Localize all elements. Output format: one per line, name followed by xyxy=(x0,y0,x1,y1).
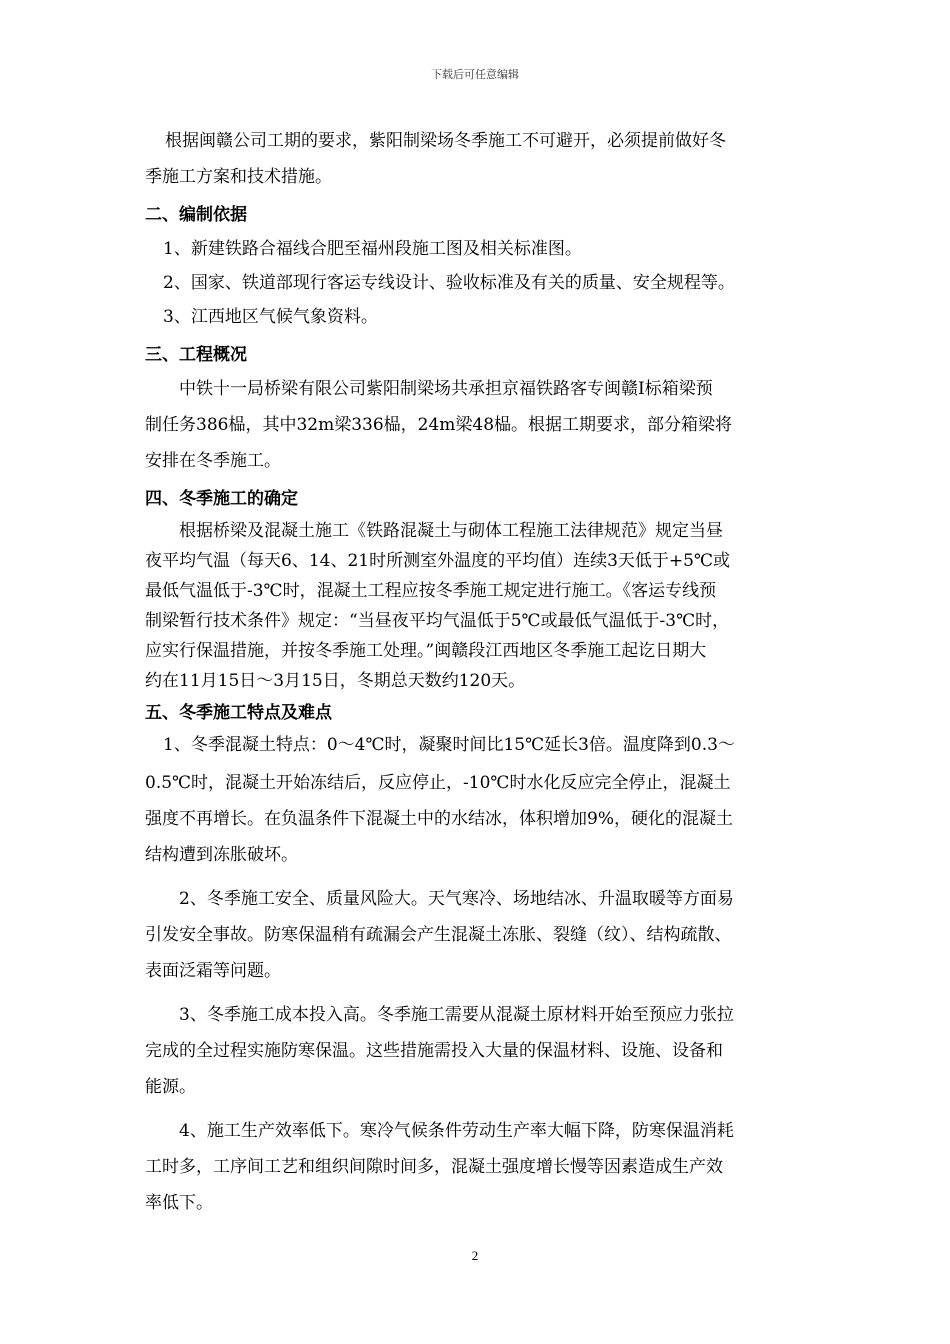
paragraph-line: 2、冬季施工安全、质量风险大。天气寒冷、场地结冰、升温取暖等方面易 xyxy=(179,889,734,909)
section-heading: 二、编制依据 xyxy=(145,205,247,225)
section-heading: 三、工程概况 xyxy=(145,345,247,365)
paragraph-line: 约在11月15日～3月15日，冬期总天数约120天。 xyxy=(145,671,526,691)
page-number: 2 xyxy=(471,1248,479,1263)
paragraph-line: 夜平均气温（每天6、14、21时所测室外温度的平均值）连续3天低于+5℃或 xyxy=(145,551,730,571)
page-header: 下载后可任意编辑 xyxy=(431,68,519,81)
list-item: 1、冬季混凝土特点：0～4℃时，凝聚时间比15℃延长3倍。温度降到0.3～ xyxy=(163,735,735,755)
paragraph-line: 表面泛霜等问题。 xyxy=(145,961,281,981)
section-heading: 五、冬季施工特点及难点 xyxy=(145,703,332,723)
paragraph-line: 0.5℃时，混凝土开始冻结后，反应停止，-10℃时水化反应完全停止，混凝土 xyxy=(145,773,731,793)
paragraph-line: 最低气温低于-3℃时，混凝土工程应按冬季施工规定进行施工。《客运专线预 xyxy=(145,581,717,601)
paragraph-line: 制任务386榀，其中32m梁336榀，24m梁48榀。根据工期要求，部分箱梁将 xyxy=(145,415,733,435)
paragraph-line: 完成的全过程实施防寒保温。这些措施需投入大量的保温材料、设施、设备和 xyxy=(145,1041,723,1061)
list-item: 1、新建铁路合福线合肥至福州段施工图及相关标准图。 xyxy=(163,239,582,259)
paragraph-line: 率低下。 xyxy=(145,1193,213,1213)
list-item: 2、国家、铁道部现行客运专线设计、验收标准及有关的质量、安全规程等。 xyxy=(163,273,735,293)
paragraph-line: 制梁暂行技术条件》规定：“当昼夜平均气温低于5℃或最低气温低于-3℃时， xyxy=(145,611,730,631)
paragraph-line: 安排在冬季施工。 xyxy=(145,451,281,471)
list-item: 3、江西地区气候气象资料。 xyxy=(163,307,378,327)
paragraph-line: 4、施工生产效率低下。寒冷气候条件劳动生产率大幅下降，防寒保温消耗 xyxy=(179,1121,734,1141)
paragraph-line: 引发安全事故。防寒保温稍有疏漏会产生混凝土冻胀、裂缝（纹）、结构疏散、 xyxy=(145,925,732,945)
paragraph-line: 根据闽赣公司工期的要求，紫阳制梁场冬季施工不可避开，必须提前做好冬 xyxy=(165,131,726,151)
paragraph-line: 3、冬季施工成本投入高。冬季施工需要从混凝土原材料开始至预应力张拉 xyxy=(179,1005,734,1025)
paragraph-line: 工时多，工序间工艺和组织间隙时间多，混凝土强度增长慢等因素造成生产效 xyxy=(145,1157,723,1177)
paragraph-line: 应实行保温措施，并按冬季施工处理。”闽赣段江西地区冬季施工起讫日期大 xyxy=(145,641,707,661)
paragraph-line: 结构遭到冻胀破坏。 xyxy=(145,845,298,865)
paragraph-line: 强度不再增长。在负温条件下混凝土中的水结冰，体积增加9%，硬化的混凝土 xyxy=(145,809,733,829)
paragraph-line: 季施工方案和技术措施。 xyxy=(145,167,332,187)
paragraph-line: 能源。 xyxy=(145,1077,196,1097)
paragraph-line: 根据桥梁及混凝土施工《铁路混凝土与砌体工程施工法律规范》规定当昼 xyxy=(179,521,723,541)
paragraph-line: 中铁十一局桥梁有限公司紫阳制梁场共承担京福铁路客专闽赣Ⅰ标箱梁预 xyxy=(179,379,713,399)
section-heading: 四、冬季施工的确定 xyxy=(145,489,298,509)
